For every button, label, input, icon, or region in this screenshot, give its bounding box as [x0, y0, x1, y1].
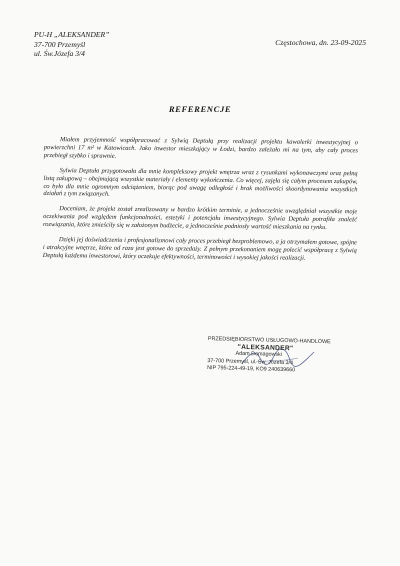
stamp-line-company: "ALEKSANDER"	[237, 343, 294, 353]
place-date: Częstochowa, dn. 23-09-2025	[275, 38, 366, 47]
stamp-line-type: PRZEDSIĘBIORSTWO USŁUGOWO-HANDLOWE	[207, 336, 331, 346]
company-stamp	[207, 336, 360, 376]
letter-body	[43, 136, 358, 270]
paragraph-2: Sylwia Deptuła przygotowała dla mnie kompleksowy projekt wnętrza wraz z rysunkami wykonawczymi oraz pełną listą zakupową – obejmującą wszystkie materiały i elementy wykończenia. Co więcej, zajęła się całym procesem zakupów, co było dla mnie ogromnym odciążeniem, biorąc pod uwagę odległość i brak możliwości skoordynowania wszystkich działań z tym związanych.	[43, 166, 358, 199]
paragraph-1: Miałem przyjemność współpracować z Sylwią Deptułą przy realizacji projektu kawalerki inwestycyjnej o powierzchni 17 m² w Katowicach. Jako inwestor mieszkający w Łodzi, bardzo zależało mi na tym, aby cały proces przebiegł szybko i sprawnie.	[43, 136, 358, 160]
stamp-line-tax-ids: NIP 795-224-49-19, KO9 240639660	[207, 364, 296, 374]
stamp-line-address: 37-700 Przemyśl, ul. Św. Józefa 3/4	[207, 357, 294, 366]
document-title: REFERENCJE	[168, 104, 232, 114]
paragraph-3: Doceniam, że projekt został zrealizowany w bardzo krótkim terminie, a jednocześnie uwzględniał wszystkie moje oczekiwania pod względem funkcjonalności, estetyki i potencjału inwestycyjnego. Sylwia Deptuła potrafiła znaleźć rozwiązania, które zmieściły się w założonym budżecie, a jednocześnie podniosły wartość mieszkania na rynku.	[43, 205, 358, 232]
stamp-line-owner: Adam Domagowski	[235, 351, 283, 359]
paragraph-4: Dzięki jej doświadczeniu i profesjonalizmowi cały proces przebiegł bezproblemowo, a ja otrzymałem gotowe, spójne i atrakcyjne wnętrze, które od razu jest gotowe do sprzedaży. Z pełnym przekonaniem mogę polecić współpracę z Sylwią Deptułą każdemu inwestorowi, który oczekuje efektywności, terminowości i wysokiej jakości realizacji.	[42, 236, 357, 262]
sender-postal-city: 37-700 Przemyśl	[34, 39, 86, 49]
sender-address	[34, 30, 109, 59]
sender-company: PU-H „ALEKSANDER”	[34, 30, 110, 39]
sender-street: ul. Św.Józefa 3/4	[34, 49, 85, 58]
